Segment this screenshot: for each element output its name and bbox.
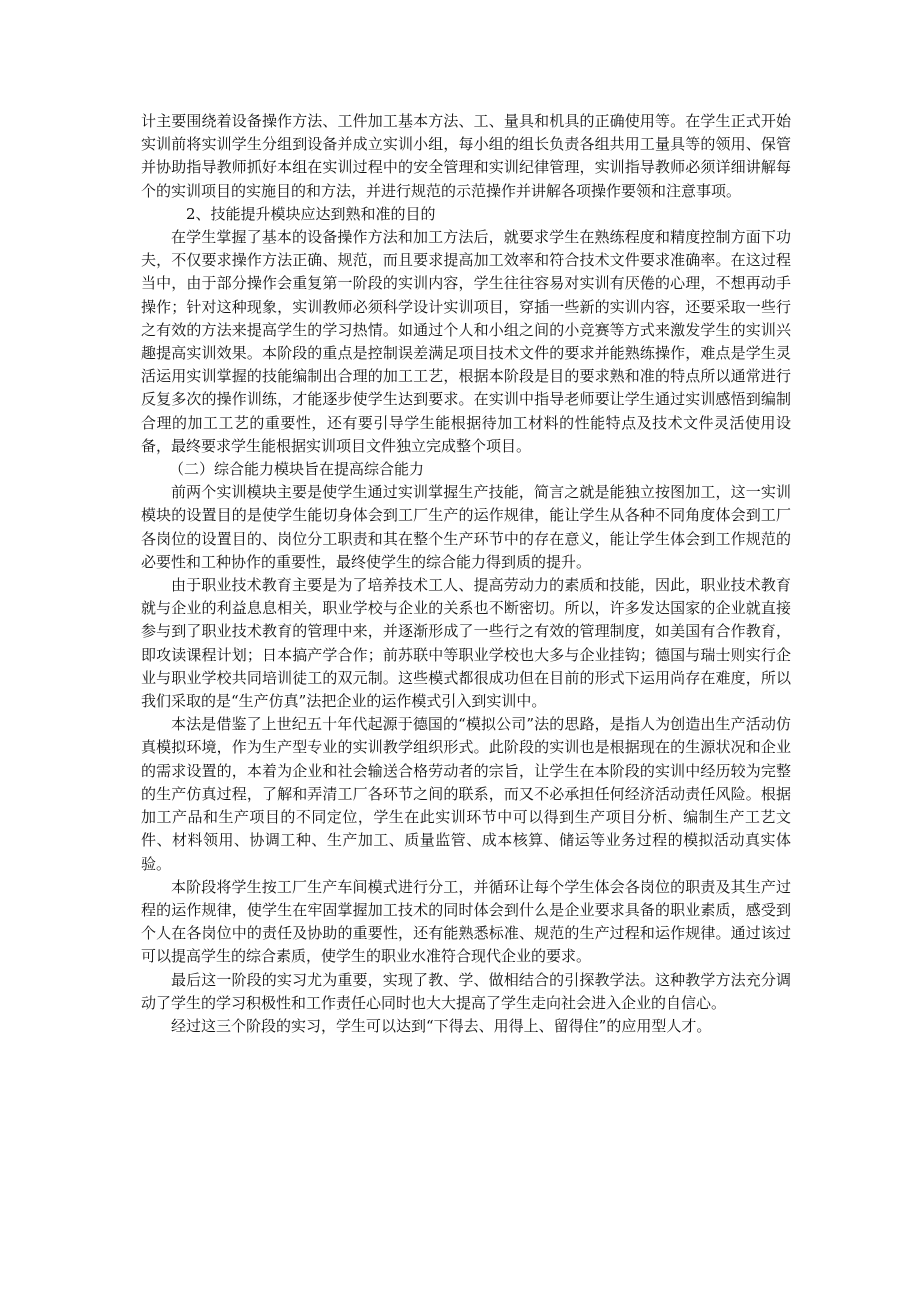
paragraph: 在学生掌握了基本的设备操作方法和加工方法后，就要求学生在熟练程度和精度控制方面下功夫，不仅要求操作方法正确、规范，而且要求提高加工效率和符合技术文件要求准确率。在这过程当中，由于部分操作会重复第一阶段的实训内容，学生往往容易对实训有厌倦的心理，不想再动手操作；针对这种现象，实训教师必须科学设计实训项目，穿插一些新的实训内容，还要采取一些行之有效的方法来提高学生的学习热情。如通过个人和小组之间的小竞赛等方式来激发学生的实训兴趣提高实训效果。本阶段的重点是控制误差满足项目技术文件的要求并能熟练操作，难点是学生灵活运用实训掌握的技能编制出合理的加工工艺，根据本阶段是目的要求熟和准的特点所以通常进行反复多次的操作训练，才能逐步使学生达到要求。在实训中指导老师要让学生通过实训感悟到编制合理的加工工艺的重要性，还有要引导学生能根据待加工材料的性能特点及技术文件灵活使用设备，最终要求学生能根据实训项目文件独立完成整个项目。 xyxy=(141,228,791,455)
paragraph: 本阶段将学生按工厂生产车间模式进行分工，并循环让每个学生体会各岗位的职责及其生产过程的运作规律，使学生在牢固掌握加工技术的同时体会到什么是企业要求具备的职业素质，感受到个人在各岗位中的责任及协助的重要性，还有能熟悉标准、规范的生产过程和运作规律。通过该过可以提高学生的综合素质，使学生的职业水准符合现代企业的要求。 xyxy=(141,877,791,966)
paragraph: 经过这三个阶段的实习，学生可以达到“下得去、用得上、留得住”的应用型人才。 xyxy=(171,1016,712,1035)
paragraph: 本法是借鉴了上世纪五十年代起源于德国的“模拟公司”法的思路，是指人为创造出生产活动仿真模拟环境，作为生产型专业的实训教学组织形式。此阶段的实训也是根据现在的生源状况和企业的需求设置的，本着为企业和社会输送合格劳动者的宗旨，让学生在本阶段的实训中经历较为完整的生产仿真过程，了解和弄清工厂各环节之间的联系，而又不必承担任何经济活动责任风险。根据加工产品和生产项目的不同定位，学生在此实训环节中可以得到生产项目分析、编制生产工艺文件、材料领用、协调工种、生产加工、质量监管、成本核算、储运等业务过程的模拟活动真实体验。 xyxy=(141,715,791,873)
paragraph: 前两个实训模块主要是使学生通过实训掌握生产技能，简言之就是能独立按图加工，这一实训模块的设置目的是使学生能切身体会到工厂生产的运作规律，能让学生从各种不同角度体会到工厂各岗位的设置目的、岗位分工职责和其在整个生产环节中的存在意义，能让学生体会到工作规范的必要性和工种协作的重要性，最终使学生的综合能力得到质的提升。 xyxy=(141,483,791,571)
section-heading-skill-module: 2、技能提升模块应达到熟和准的目的 xyxy=(186,204,436,223)
paragraph: 由于职业技术教育主要是为了培养技术工人、提高劳动力的素质和技能，因此，职业技术教育就与企业的利益息息相关，职业学校与企业的关系也不断密切。所以，许多发达国家的企业就直接参与到了职业技术教育的管理中来，并逐渐形成了一些行之有效的管理制度，如美国有合作教育，即攻读课程计划；日本搞产学合作；前苏联中等职业学校也大多与企业挂钩；德国与瑞士则实行企业与职业学校共同培训徒工的双元制。这些模式都很成功但在目前的形式下运用尚存在难度，所以我们采取的是“生产仿真”法把企业的运作模式引入到实训中。 xyxy=(141,576,791,711)
document-body xyxy=(141,110,791,1038)
paragraph-continued: 计主要围绕着设备操作方法、工件加工基本方法、工、量具和机具的正确使用等。在学生正式开始实训前将实训学生分组到设备并成立实训小组，每小组的组长负责各组共用工量具等的领用、保管并协助指导教师抓好本组在实训过程中的安全管理和实训纪律管理，实训指导教师必须详细讲解每个的实训项目的实施目的和方法，并进行规范的示范操作并讲解各项操作要领和注意事项。 xyxy=(141,112,791,200)
paragraph: 最后这一阶段的实习尤为重要，实现了教、学、做相结合的引探教学法。这种教学方法充分调动了学生的学习积极性和工作责任心同时也大大提高了学生走向社会进入企业的自信心。 xyxy=(141,970,791,1012)
section-heading-comprehensive-module: （二）综合能力模块旨在提高综合能力 xyxy=(169,460,425,479)
